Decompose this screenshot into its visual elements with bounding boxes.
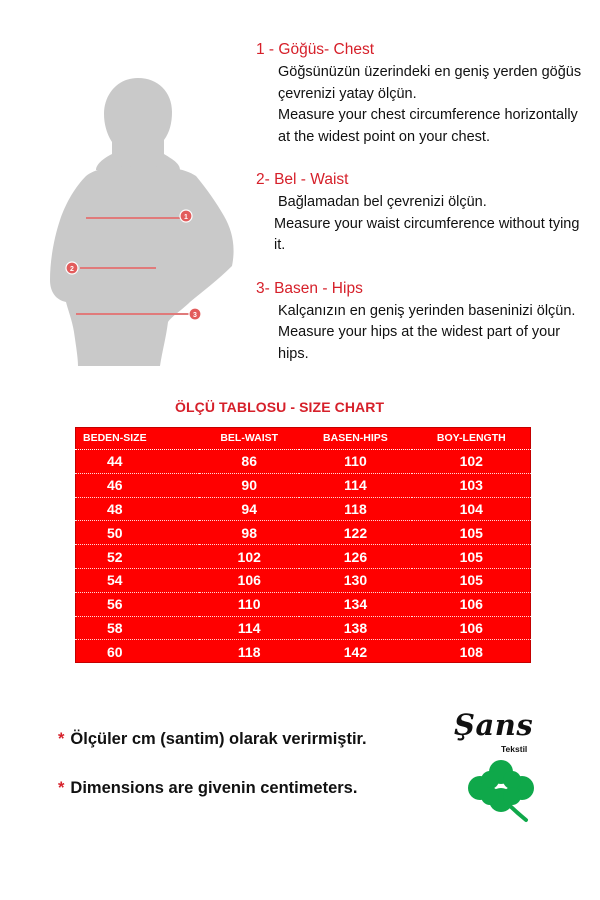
table-row [75, 568, 531, 592]
note-english-text: Dimensions are givenin centimeters. [70, 779, 358, 797]
cell-hips: 122 [299, 521, 411, 545]
chest-title: 1 - Göğüs- Chest [256, 41, 375, 58]
size-chart-title: ÖLÇÜ TABLOSU - SIZE CHART [175, 399, 385, 415]
cell-size: 48 [75, 497, 199, 521]
cell-hips: 138 [299, 616, 411, 640]
cell-waist: 102 [199, 545, 299, 569]
cell-length: 105 [412, 568, 531, 592]
cell-waist: 90 [199, 473, 299, 497]
cell-waist: 118 [237, 643, 261, 660]
cell-hips: 126 [299, 545, 411, 569]
note-turkish-text: Ölçüler cm (santim) olarak verirmiştir. [70, 730, 367, 748]
cell-length: 102 [412, 450, 531, 474]
logo-subtitle: Tekstil [501, 744, 528, 754]
cell-size: 60 [107, 643, 123, 660]
cell-size: 52 [75, 545, 199, 569]
logo-name: Şans [454, 708, 534, 742]
cell-hips: 142 [343, 643, 368, 660]
table-row [75, 497, 531, 521]
hips-title: 3- Basen - Hips [256, 279, 363, 297]
cell-hips: 134 [299, 592, 411, 616]
cell-length: 105 [412, 545, 531, 569]
cell-hips: 130 [299, 568, 411, 592]
cell-waist: 106 [199, 568, 299, 592]
cell-waist: 94 [199, 497, 299, 521]
cell-waist: 86 [199, 450, 299, 474]
table-header-row [75, 427, 531, 450]
cell-hips: 118 [299, 497, 411, 521]
cell-size: 46 [75, 473, 199, 497]
cell-hips: 114 [299, 473, 411, 497]
brand-logo [448, 708, 568, 828]
table-row [75, 450, 531, 474]
cell-size: 56 [75, 592, 199, 616]
marker-2-label: 2 [70, 266, 74, 273]
cell-length: 104 [412, 497, 531, 521]
hips-section [256, 279, 586, 366]
table-row [75, 473, 531, 497]
cell-length: 103 [412, 473, 531, 497]
table-row [75, 616, 531, 640]
note-english [58, 779, 357, 798]
table-row [75, 521, 531, 545]
header-size: BEDEN-SIZE [75, 427, 199, 450]
note-star: * [58, 730, 65, 748]
chest-text-en: Measure your chest circumference horizontally at the widest point on your chest. [278, 107, 578, 145]
cell-length: 106 [412, 592, 531, 616]
body-silhouette-figure [40, 70, 240, 370]
chest-text-tr: Göğsünüzün üzerindeki en geniş yerden göğüs çevrenizi yatay ölçün. [278, 64, 582, 102]
cell-waist: 114 [199, 616, 299, 640]
note-star: * [58, 779, 65, 797]
waist-text-tr: Bağlamadan bel çevrenizi ölçün. [278, 194, 487, 210]
cell-size: 58 [75, 616, 199, 640]
cell-size: 54 [75, 568, 199, 592]
hips-text-tr: Kalçanızın en geniş yerinden baseninizi ölçün. [278, 302, 576, 319]
chest-section [256, 40, 586, 148]
measurement-instructions [256, 40, 586, 387]
table-row [75, 640, 531, 663]
silhouette-icon [50, 78, 234, 366]
cell-length: 105 [412, 521, 531, 545]
marker-2-icon [66, 262, 78, 274]
clover-icon [466, 758, 536, 824]
cell-length: 108 [459, 643, 483, 660]
marker-1-icon [180, 210, 192, 222]
cell-size: 50 [75, 521, 199, 545]
size-chart-table [75, 427, 531, 663]
cell-hips: 110 [299, 450, 411, 474]
cell-waist: 110 [199, 592, 299, 616]
marker-3-label: 3 [193, 312, 197, 319]
waist-title: 2- Bel - Waist [256, 171, 349, 188]
header-waist: BEL-WAIST [199, 427, 299, 450]
waist-section [256, 170, 586, 257]
cell-waist: 98 [199, 521, 299, 545]
cell-length: 106 [412, 616, 531, 640]
marker-3-icon [189, 308, 201, 320]
marker-1-label: 1 [184, 214, 188, 221]
table-row [75, 592, 531, 616]
header-length: BOY-LENGTH [412, 427, 531, 450]
header-hips: BASEN-HIPS [299, 427, 411, 450]
cell-size: 44 [75, 450, 199, 474]
table-row [75, 545, 531, 569]
waist-text-en: Measure your waist circumference without tying it. [274, 215, 580, 253]
hips-text-en: Measure your hips at the widest part of your hips. [278, 324, 561, 362]
note-turkish [58, 730, 367, 749]
